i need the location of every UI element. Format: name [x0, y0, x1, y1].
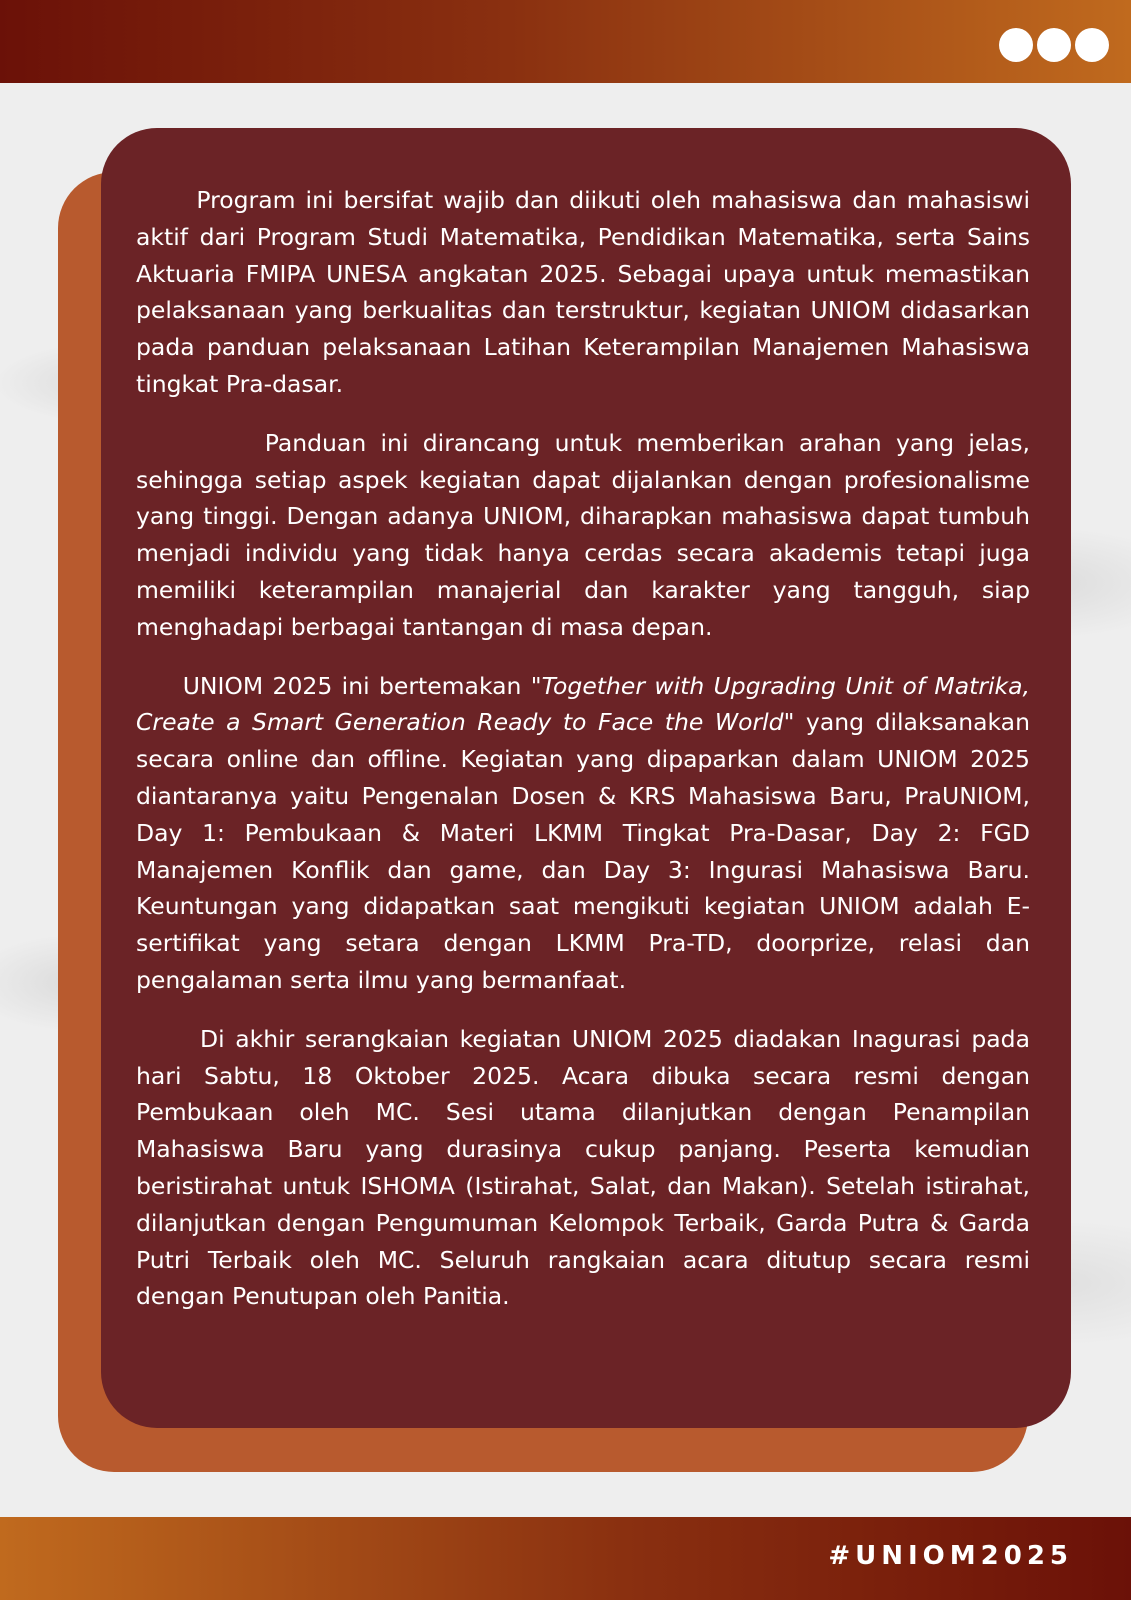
paragraph-3 [136, 668, 1030, 999]
dot-icon [1075, 28, 1109, 62]
paragraph-3-intro: UNIOM 2025 ini bertemakan [182, 671, 531, 700]
paragraph-1-text: Program ini bersifat wajib dan diikuti oleh mahasiswa dan mahasiswi aktif dari Program Studi Matematika, Pendidikan Matematika, serta Sains Aktuaria FMIPA UNESA angkatan 2025. Sebagai upaya untuk memastikan pelaksanaan yang berkualitas dan terstruktur, kegiatan UNIOM didasarkan pada panduan pelaksanaan Latihan Keterampilan Manajemen Mahasiswa tingkat Pra-dasar. [136, 186, 1030, 398]
paragraph-2 [136, 425, 1030, 646]
paragraph-4 [136, 1021, 1030, 1315]
hashtag-label: #UNIOM2025 [828, 1541, 1073, 1571]
dot-icon [999, 28, 1033, 62]
decorative-dots [999, 28, 1109, 62]
paragraph-4-text: Di akhir serangkaian kegiatan UNIOM 2025 diadakan Inagurasi pada hari Sabtu, 18 Oktober 2025. Acara dibuka secara resmi dengan Pembukaan oleh MC. Sesi utama dilanjutkan dengan Penampilan Mahasiswa Baru yang durasinya cukup panjang. Peserta kemudian beristirahat untuk ISHOMA (Istirahat, Salat, dan Makan). Setelah istirahat, dilanjutkan dengan Pengumuman Kelompok Terbaik, Garda Putra & Garda Putri Terbaik oleh MC. Seluruh rangkaian acara ditutup secara resmi dengan Penutupan oleh Panitia. [136, 1024, 1030, 1311]
paragraph-3-rest: yang dilaksanakan secara online dan offline. Kegiatan yang dipaparkan dalam UNIOM 2025 diantaranya yaitu Pengenalan Dosen & KRS Mahasiswa Baru, PraUNIOM, Day 1: Pembukaan & Materi LKMM Tingkat Pra-Dasar, Day 2: FGD Manajemen Konflik dan game, dan Day 3: Ingurasi Mahasiswa Baru. Keuntungan yang didapatkan saat mengikuti kegiatan UNIOM adalah E-sertifikat yang setara dengan LKMM Pra-TD, doorprize, relasi dan pengalaman serta ilmu yang bermanfaat. [136, 708, 1030, 994]
paragraph-2-text: Panduan ini dirancang untuk memberikan arahan yang jelas, sehingga setiap aspek kegiatan dapat dijalankan dengan profesionalisme yang tinggi. Dengan adanya UNIOM, diharapkan mahasiswa dapat tumbuh menjadi individu yang tidak hanya cerdas secara akademis tetapi juga memiliki keterampilan manajerial dan karakter yang tangguh, siap menghadapi berbagai tantangan di masa depan. [136, 428, 1031, 641]
paragraph-1 [136, 182, 1030, 403]
dot-icon [1037, 28, 1071, 62]
header-bar [0, 0, 1131, 83]
theme-quote: "Together with Upgrading Unit of Matrika, Create a Smart Generation Ready to Face the World" [136, 671, 1030, 737]
article-body [136, 182, 1030, 1337]
